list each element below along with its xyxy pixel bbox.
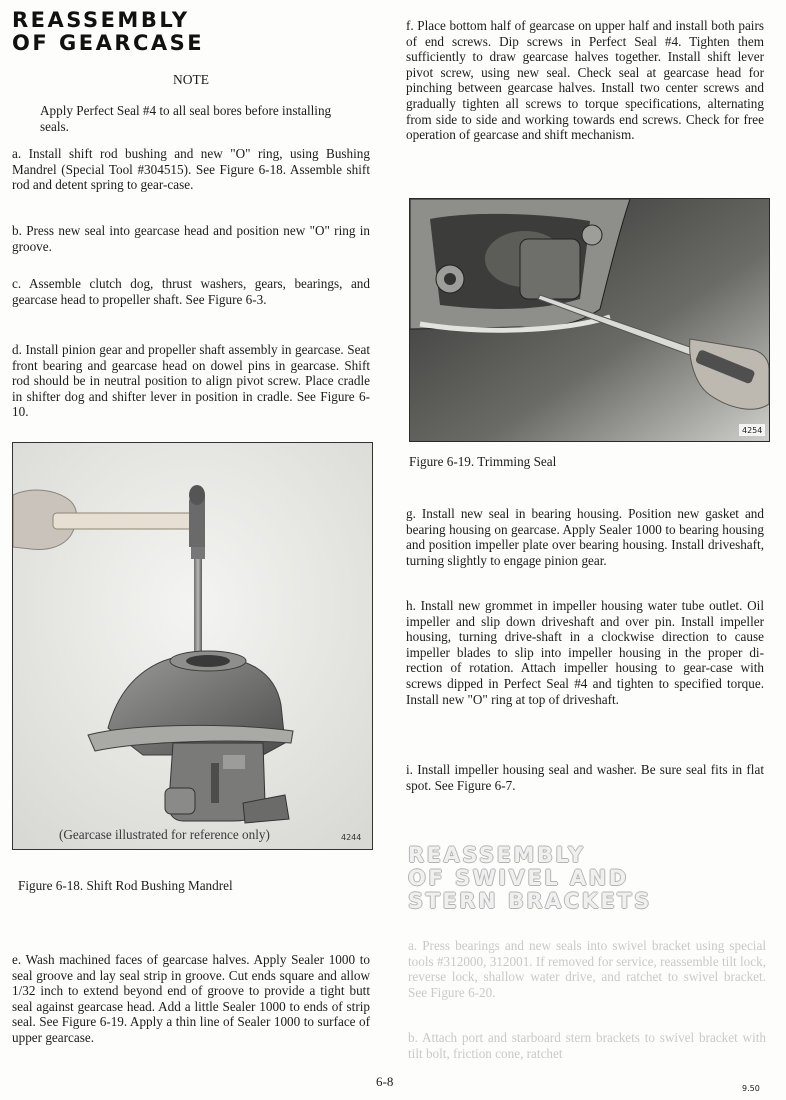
- ghost-heading-line-2: OF SWIVEL AND: [408, 866, 629, 890]
- step-d: d. Install pinion gear and propeller shaft assembly in gearcase. Seat front bearing and gearcase head on dowel pins in gearcase. Shift rod should be in neutral position to align pivot screw. Place cradle in shifter dog and shifter lever in position in cradle. See Figure 6-10.: [12, 342, 370, 420]
- ghost-heading-line-1: REASSEMBLY: [408, 843, 586, 867]
- section-heading-gearcase: [12, 9, 204, 55]
- step-e: e. Wash machined faces of gearcase halves. Apply Sealer 1000 to seal groove and lay seal strip in groove. Cut ends square and allow 1/32 inch to extend beyond end of groove to provide a tight butt seal against gearcase head. Add a little Sealer 1000 to ends of strip seal. See Figure 6-19. Apply a thin line of Sealer 1000 to surface of upper gearcase.: [12, 952, 370, 1045]
- figure-6-19-caption: Figure 6-19. Trimming Seal: [409, 454, 557, 469]
- figure-6-18-inner-caption: (Gearcase illustrated for reference only): [59, 827, 270, 842]
- page-number: 6-8: [376, 1074, 394, 1089]
- figure-6-18-caption: Figure 6-18. Shift Rod Bushing Mandrel: [18, 878, 233, 893]
- step-c: c. Assemble clutch dog, thrust washers, gears, bearings, and gearcase head to propeller shaft. See Figure 6-3.: [12, 276, 370, 307]
- step-f: f. Place bottom half of gearcase on upper half and install both pairs of end screws. Dip screws in Perfect Seal #4. Tighten them sufficiently to draw gearcase halves together. Install shift lever pivot screw, using new seal. Check seal at gearcase head for pinching between gearcase halves. Install two center screws and gradually tighten all screws to torque specifications, alternating from side to side and working towards end screws. Check for free operation of gearcase and shift mechanism.: [406, 18, 764, 143]
- figure-6-19-photo: [409, 198, 770, 442]
- note-label: NOTE: [173, 72, 209, 87]
- step-i: i. Install impeller housing seal and washer. Be sure seal fits in flat spot. See Figure 6-7.: [406, 762, 764, 793]
- ghost-step-b: b. Attach port and starboard stern brackets to swivel bracket with tilt bolt, friction cone, ratchet: [408, 1030, 766, 1061]
- figure-6-19-photo-number: 4254: [742, 426, 763, 435]
- heading-line-2: OF GEARCASE: [12, 31, 205, 55]
- heading-line-1: REASSEMBLY: [12, 8, 190, 32]
- step-h: h. Install new grommet in impeller housing water tube outlet. Oil impeller and slip down driveshaft and over pin. Install impeller housing, turning drive-shaft in a clockwise direction to cause impeller blades to slip into impeller housing in the proper di-rection of rotation. Attach impeller housing to gear-case with screws dipped in Perfect Seal #4 and tighten to specified torque. Install new "O" ring at top of driveshaft.: [406, 598, 764, 707]
- trimming-seal-illustration: [410, 199, 769, 441]
- step-a: a. Install shift rod bushing and new "O" ring, using Bushing Mandrel (Special Tool #304515). See Figure 6-18. Assemble shift rod and detent spring to gear-case.: [12, 146, 370, 193]
- date-code: 9.50: [742, 1084, 760, 1093]
- figure-6-18-photo-number: 4244: [341, 833, 362, 842]
- step-g: g. Install new seal in bearing housing. Position new gasket and bearing housing on gearcase. Apply Sealer 1000 to bearing housing and position impeller plate over bearing housing. Install driveshaft, turning slightly to engage pinion gear.: [406, 506, 764, 568]
- step-b: b. Press new seal into gearcase head and position new "O" ring in groove.: [12, 223, 370, 254]
- gearcase-mandrel-illustration: [13, 443, 372, 849]
- note-text: Apply Perfect Seal #4 to all seal bores before installing seals.: [40, 103, 332, 134]
- ghost-heading-line-3: STERN BRACKETS: [408, 889, 652, 913]
- figure-6-18-photo: [12, 442, 373, 850]
- section-heading-swivel-ghost: [408, 844, 652, 913]
- ghost-step-a: a. Press bearings and new seals into swivel bracket using special tools #312000, 312001. If removed for service, reassemble tilt lock, reverse lock, shallow water drive, and ratchet to swivel bracket. See Figure 6-20.: [408, 938, 766, 1000]
